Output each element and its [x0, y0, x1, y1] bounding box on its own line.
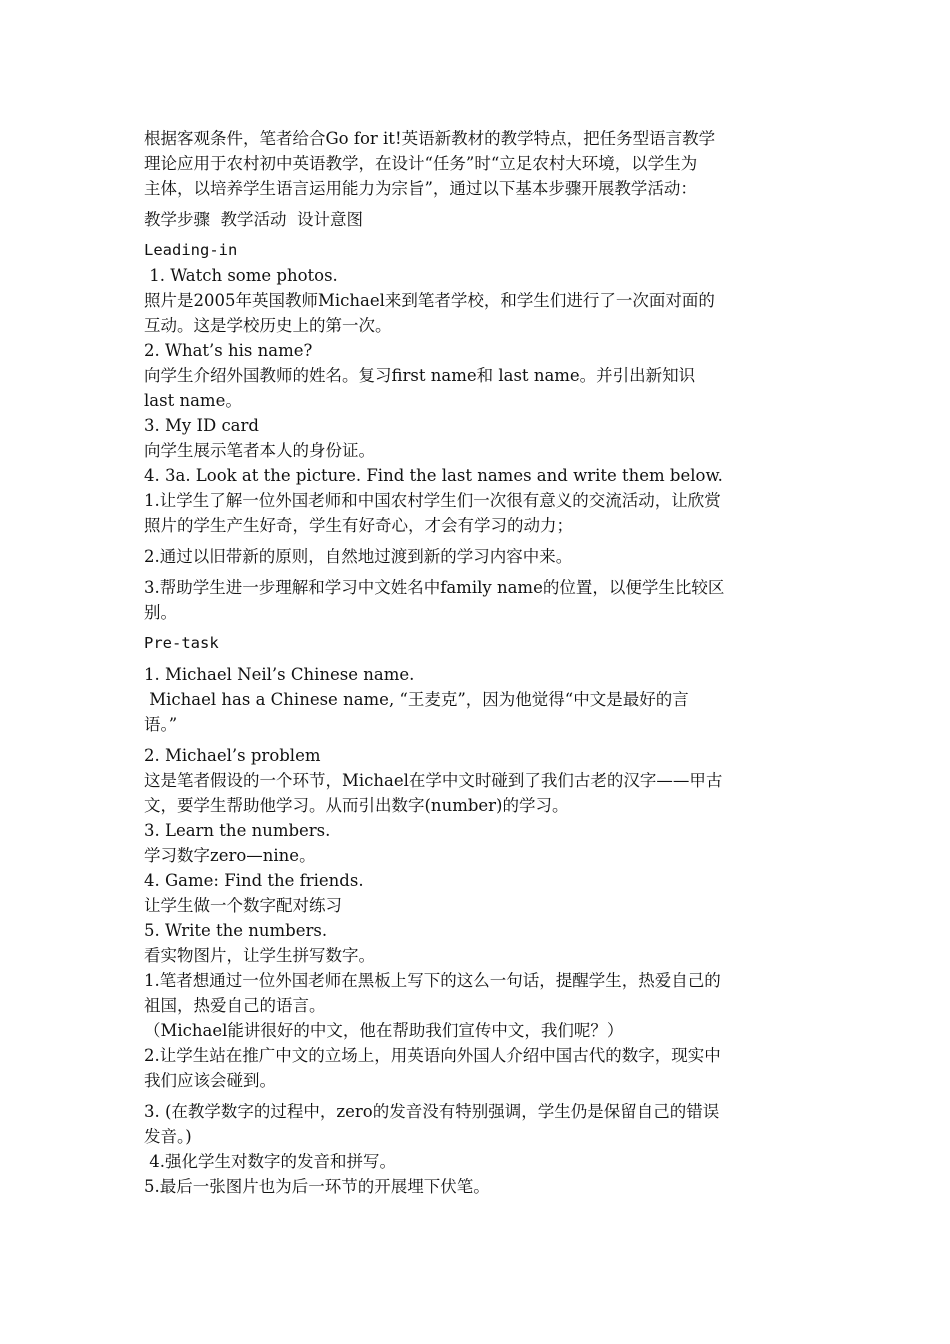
text-line: 互动。这是学校历史上的第一次。 — [144, 316, 392, 335]
table-header: 教学步骤 教学活动 设计意图 — [144, 210, 363, 229]
section-title-leading-in: Leading-in — [144, 241, 238, 259]
text-line: 3.帮助学生进一步理解和学习中文姓名中family name的位置，以便学生比较区 — [144, 578, 725, 597]
intro-line-1: 根据客观条件，笔者给合Go for it!英语新教材的教学特点，把任务型语言教学 — [144, 129, 716, 148]
intro-line-2: 理论应用于农村初中英语教学，在设计“任务”时“立足农村大环境，以学生为 — [144, 154, 698, 173]
text-line: 1.让学生了解一位外国老师和中国农村学生们一次很有意义的交流活动，让欣赏 — [144, 491, 721, 510]
text-line: （Michael能讲很好的中文，他在帮助我们宣传中文，我们呢？） — [144, 1021, 624, 1040]
text-line: 3. (在教学数字的过程中，zero的发音没有特别强调，学生仍是保留自己的错误 — [144, 1102, 720, 1121]
text-line: 看实物图片，让学生拼写数字。 — [144, 946, 375, 965]
text-line: 文，要学生帮助他学习。从而引出数字(number)的学习。 — [144, 796, 569, 815]
text-line: 3. My ID card — [144, 416, 259, 435]
text-line: 4. Game: Find the friends. — [144, 871, 364, 890]
text-line: 2.通过以旧带新的原则，自然地过渡到新的学习内容中来。 — [144, 547, 573, 566]
section-title-pre-task: Pre-task — [144, 634, 219, 652]
intro-line-3: 主体，以培养学生语言运用能力为宗旨”，通过以下基本步骤开展教学活动： — [144, 179, 697, 198]
text-line: last name。 — [144, 391, 242, 410]
text-line: 1. Watch some photos. — [144, 266, 338, 285]
document-body — [144, 126, 814, 1199]
text-line: 3. Learn the numbers. — [144, 821, 331, 840]
text-line: 我们应该会碰到。 — [144, 1071, 276, 1090]
text-line: 4. 3a. Look at the picture. Find the last names and write them below. — [144, 466, 723, 485]
text-line: 5.最后一张图片也为后一环节的开展埋下伏笔。 — [144, 1177, 490, 1196]
text-line: 祖国，热爱自己的语言。 — [144, 996, 326, 1015]
text-line: 2. What’s his name? — [144, 341, 313, 360]
text-line: 发音。) — [144, 1127, 192, 1146]
text-line: 让学生做一个数字配对练习 — [144, 896, 342, 915]
text-line: 语。” — [144, 715, 178, 734]
text-line: 别。 — [144, 603, 177, 622]
text-line: 学习数字zero—nine。 — [144, 846, 316, 865]
text-line: Michael has a Chinese name, “王麦克”，因为他觉得“中文是最好的言 — [144, 690, 689, 709]
text-line: 2.让学生站在推广中文的立场上，用英语向外国人介绍中国古代的数字，现实中 — [144, 1046, 721, 1065]
text-line: 4.强化学生对数字的发音和拼写。 — [144, 1152, 396, 1171]
text-line: 1.笔者想通过一位外国老师在黑板上写下的这么一句话，提醒学生，热爱自己的 — [144, 971, 721, 990]
text-line: 5. Write the numbers. — [144, 921, 328, 940]
text-line: 这是笔者假设的一个环节，Michael在学中文时碰到了我们古老的汉字——甲古 — [144, 771, 723, 790]
text-line: 照片是2005年英国教师Michael来到笔者学校，和学生们进行了一次面对面的 — [144, 291, 715, 310]
text-line: 向学生展示笔者本人的身份证。 — [144, 441, 375, 460]
text-line: 2. Michael’s problem — [144, 746, 321, 765]
text-line: 向学生介绍外国教师的姓名。复习first name和 last name。并引出新知识 — [144, 366, 696, 385]
text-line: 1. Michael Neil’s Chinese name. — [144, 665, 415, 684]
text-line: 照片的学生产生好奇，学生有好奇心，才会有学习的动力； — [144, 516, 573, 535]
